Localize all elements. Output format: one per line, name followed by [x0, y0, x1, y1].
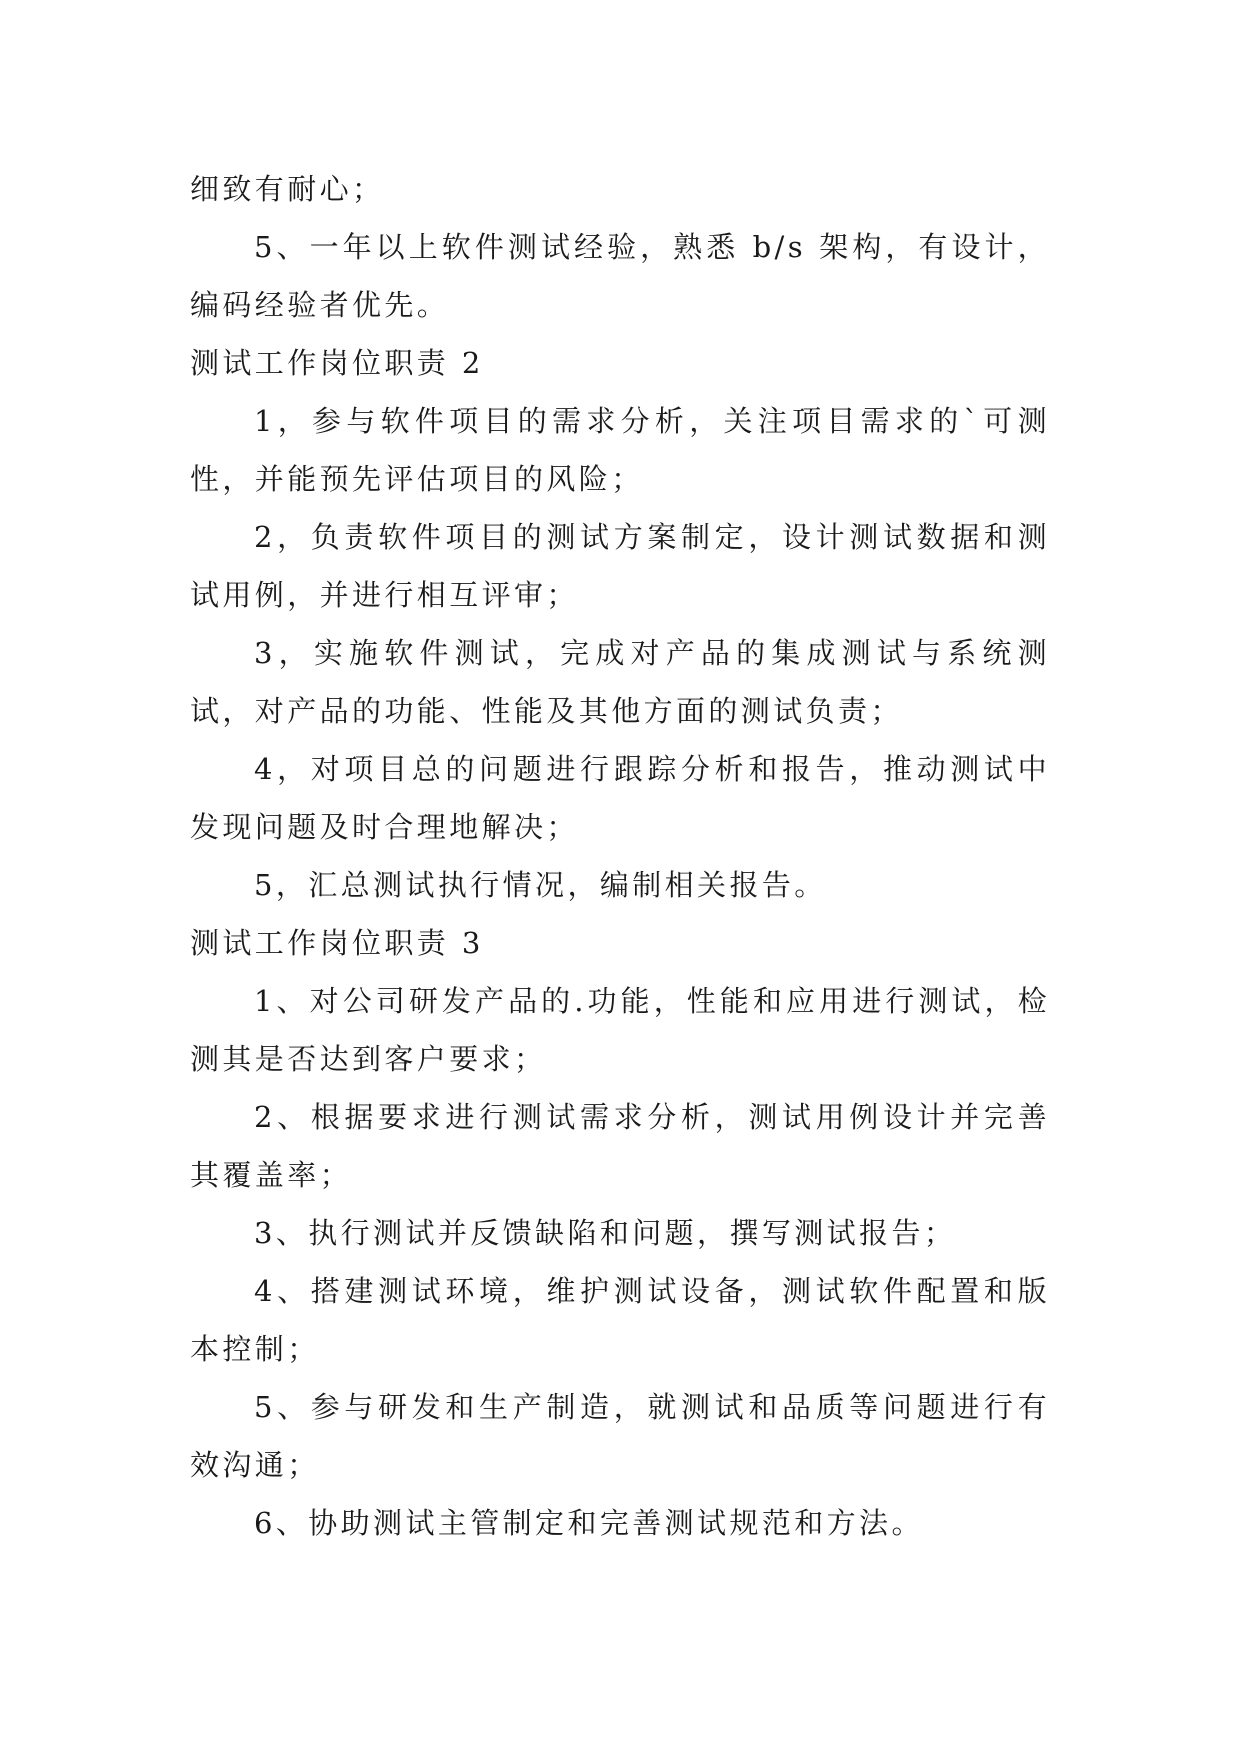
- section-3-item-3: 3、执行测试并反馈缺陷和问题，撰写测试报告；: [254, 1216, 957, 1250]
- section-3-item-6: 6、协助测试主管制定和完善测试规范和方法。: [254, 1506, 924, 1540]
- document-body: [190, 160, 1050, 1552]
- intro-requirement-5: 5、一年以上软件测试经验，熟悉 b/s 架构，有设计，编码经验者优先。: [190, 230, 1050, 322]
- section-2-item-1: 1，参与软件项目的需求分析，关注项目需求的`可测性，并能预先评估项目的风险；: [190, 404, 1050, 496]
- section-3-item-5: 5、参与研发和生产制造，就测试和品质等问题进行有效沟通；: [190, 1390, 1050, 1482]
- section-3-item-4: 4、搭建测试环境，维护测试设备，测试软件配置和版本控制；: [190, 1274, 1050, 1366]
- intro-line: 细致有耐心；: [190, 172, 385, 206]
- section-heading-2: 测试工作岗位职责 2: [190, 346, 484, 380]
- section-2-item-3: 3，实施软件测试，完成对产品的集成测试与系统测试，对产品的功能、性能及其他方面的测试负责；: [190, 636, 1050, 728]
- section-2-item-5: 5，汇总测试执行情况，编制相关报告。: [254, 868, 827, 902]
- section-2-item-4: 4，对项目总的问题进行跟踪分析和报告，推动测试中发现问题及时合理地解决；: [190, 752, 1050, 844]
- section-heading-3: 测试工作岗位职责 3: [190, 926, 484, 960]
- section-3-item-1: 1、对公司研发产品的.功能，性能和应用进行测试，检测其是否达到客户要求；: [190, 984, 1050, 1076]
- section-3-item-2: 2、根据要求进行测试需求分析，测试用例设计并完善其覆盖率；: [190, 1100, 1050, 1192]
- section-2-item-2: 2，负责软件项目的测试方案制定，设计测试数据和测试用例，并进行相互评审；: [190, 520, 1050, 612]
